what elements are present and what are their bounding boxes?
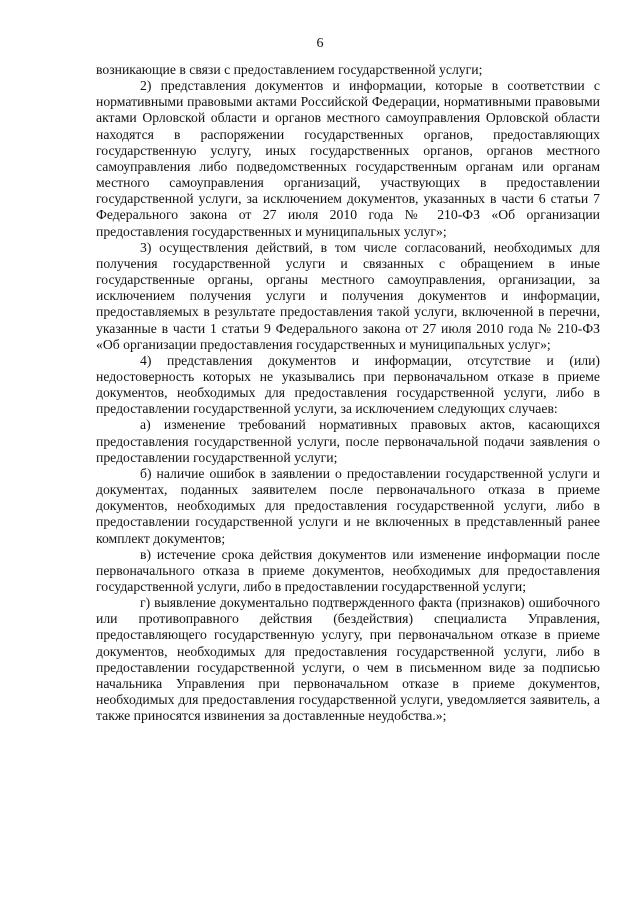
page-number: 6 bbox=[316, 36, 324, 51]
subitem-g: г) выявление документально подтвержденного факта (признаков) ошибочного или противоправного действия (бездействия) специалиста Управления, предоставляющего государственную услугу, при первоначальном отказе в приеме документов, необходимых для предоставления государственной услуги, либо в предоставлении государственной услуги, о чем в письменном виде за подписью начальника Управления при первоначальном отказе в приеме документов, необходимых для предоставления государственной услуги, уведомляется заявитель, а также приносятся извинения за доставленные неудобства.»; bbox=[96, 595, 600, 724]
paragraph-item-3: 3) осуществления действий, в том числе согласований, необходимых для получения государственной услуги и связанных с обращением в иные государственные органы, органы местного самоуправления, организации, за исключением получения услуги и получения документов и информации, предоставляемых в результате предоставления такой услуги, включенной в перечни, указанные в части 1 статьи 9 Федерального закона от 27 июля 2010 года № 210-ФЗ «Об организации предоставления государственных и муниципальных услуг»; bbox=[96, 239, 600, 352]
subitem-a: а) изменение требований нормативных правовых актов, касающихся предоставления государственной услуги, после первоначальной подачи заявления о предоставлении государственной услуги; bbox=[96, 417, 600, 465]
paragraph-continuation: возникающие в связи с предоставлением государственной услуги; bbox=[96, 62, 483, 77]
paragraph-item-2: 2) представления документов и информации, которые в соответствии с нормативными правовыми актами Российской Федерации, нормативными правовыми актами Орловской области и органов местного самоуправления Орловской области находятся в распоряжении государственных органов, предоставляющих государственную услугу, иных государственных органов, органов местного самоуправления либо подведомственных государственным органам или органам местного самоуправления организаций, участвующих в предоставлении государственной услуги, за исключением документов, указанных в части 6 статьи 7 Федерального закона от 27 июля 2010 года № 210-ФЗ «Об организации предоставления государственных и муниципальных услуг»; bbox=[96, 78, 600, 239]
document-body bbox=[96, 62, 600, 724]
subitem-v: в) истечение срока действия документов или изменение информации после первоначального отказа в приеме документов, необходимых для предоставления государственной услуги, либо в предоставлении государственной услуги; bbox=[96, 546, 600, 594]
paragraph-item-4: 4) представления документов и информации, отсутствие и (или) недостоверность которых не указывались при первоначальном отказе в приеме документов, необходимых для предоставления государственной услуги, либо в предоставлении государственной услуги, за исключением следующих случаев: bbox=[96, 352, 600, 417]
subitem-b: б) наличие ошибок в заявлении о предоставлении государственной услуги и документах, поданных заявителем после первоначального отказа в приеме документов, необходимых для предоставления государственной услуги, либо в предоставлении государственной услуги и не включенных в представленный ранее комплект документов; bbox=[96, 465, 600, 546]
